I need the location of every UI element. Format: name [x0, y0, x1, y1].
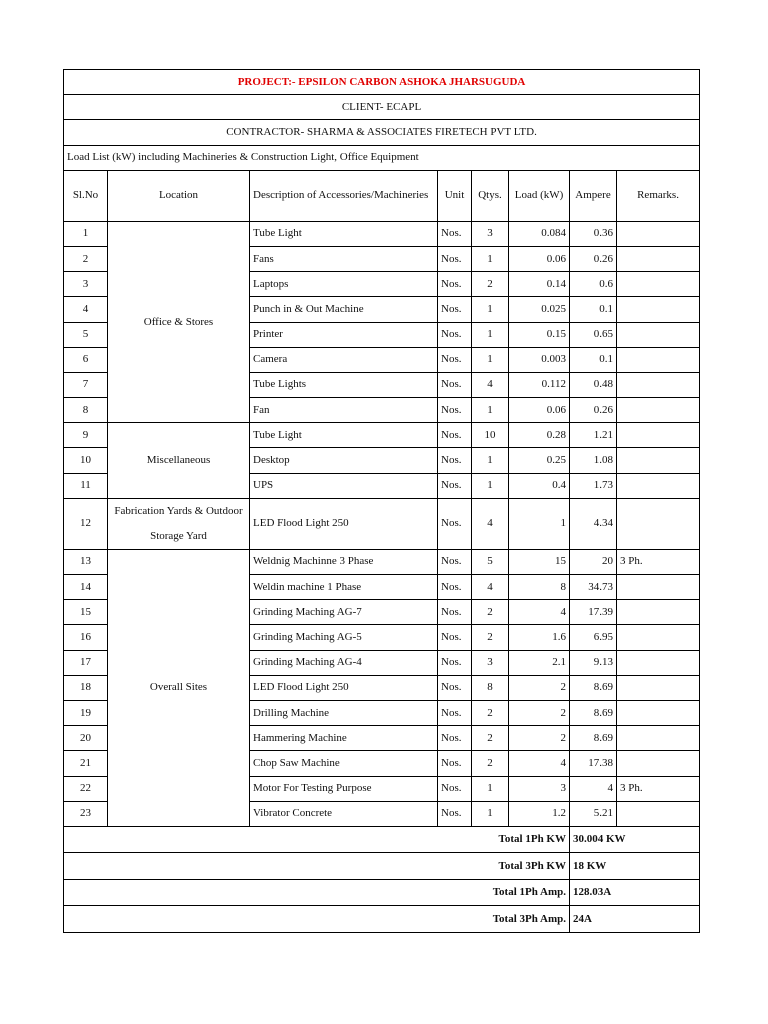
cell-remarks: [617, 372, 700, 397]
cell-ampere: 0.36: [570, 221, 617, 246]
cell-ampere: 0.1: [570, 347, 617, 372]
header-location: Location: [108, 170, 250, 221]
cell-description: Grinding Maching AG-4: [250, 650, 438, 675]
cell-unit: Nos.: [438, 372, 472, 397]
table-row: [64, 549, 700, 574]
cell-slno: 18: [64, 675, 108, 700]
cell-remarks: [617, 246, 700, 271]
cell-description: UPS: [250, 473, 438, 498]
cell-ampere: 6.95: [570, 625, 617, 650]
total-value: 128.03A: [570, 879, 700, 906]
cell-unit: Nos.: [438, 246, 472, 271]
total-spacer: [64, 826, 250, 853]
cell-ampere: 8.69: [570, 675, 617, 700]
cell-remarks: [617, 398, 700, 423]
cell-load: 1.6: [509, 625, 570, 650]
cell-description: Tube Light: [250, 221, 438, 246]
cell-slno: 8: [64, 398, 108, 423]
cell-remarks: [617, 297, 700, 322]
cell-load: 0.14: [509, 272, 570, 297]
cell-remarks: 3 Ph.: [617, 776, 700, 801]
cell-qty: 2: [472, 700, 509, 725]
cell-slno: 2: [64, 246, 108, 271]
cell-remarks: [617, 600, 700, 625]
cell-ampere: 8.69: [570, 726, 617, 751]
cell-qty: 3: [472, 221, 509, 246]
cell-load: 0.06: [509, 246, 570, 271]
cell-remarks: 3 Ph.: [617, 549, 700, 574]
cell-remarks: [617, 650, 700, 675]
cell-ampere: 0.26: [570, 398, 617, 423]
cell-qty: 8: [472, 675, 509, 700]
contractor-line: CONTRACTOR- SHARMA & ASSOCIATES FIRETECH PVT LTD.: [64, 120, 700, 145]
cell-unit: Nos.: [438, 575, 472, 600]
load-list-table: [63, 69, 700, 933]
cell-qty: 2: [472, 625, 509, 650]
total-value: 30.004 KW: [570, 826, 700, 853]
cell-unit: Nos.: [438, 347, 472, 372]
cell-unit: Nos.: [438, 549, 472, 574]
cell-unit: Nos.: [438, 297, 472, 322]
cell-ampere: 1.73: [570, 473, 617, 498]
cell-load: 0.15: [509, 322, 570, 347]
cell-unit: Nos.: [438, 322, 472, 347]
cell-qty: 4: [472, 372, 509, 397]
cell-qty: 2: [472, 726, 509, 751]
cell-description: Printer: [250, 322, 438, 347]
cell-remarks: [617, 498, 700, 549]
cell-location: Overall Sites: [108, 549, 250, 826]
cell-load: 15: [509, 549, 570, 574]
header-qty: Qtys.: [472, 170, 509, 221]
cell-remarks: [617, 322, 700, 347]
cell-ampere: 17.39: [570, 600, 617, 625]
cell-remarks: [617, 221, 700, 246]
header-description: Description of Accessories/Machineries: [250, 170, 438, 221]
cell-unit: Nos.: [438, 625, 472, 650]
cell-unit: Nos.: [438, 700, 472, 725]
cell-load: 8: [509, 575, 570, 600]
cell-description: LED Flood Light 250: [250, 498, 438, 549]
cell-ampere: 5.21: [570, 801, 617, 826]
cell-ampere: 0.26: [570, 246, 617, 271]
cell-unit: Nos.: [438, 751, 472, 776]
cell-slno: 1: [64, 221, 108, 246]
cell-unit: Nos.: [438, 423, 472, 448]
cell-slno: 19: [64, 700, 108, 725]
header-row: [64, 170, 700, 221]
table-row: [64, 498, 700, 549]
cell-load: 0.28: [509, 423, 570, 448]
cell-load: 0.025: [509, 297, 570, 322]
cell-qty: 1: [472, 448, 509, 473]
cell-ampere: 0.6: [570, 272, 617, 297]
cell-slno: 7: [64, 372, 108, 397]
cell-description: Vibrator Concrete: [250, 801, 438, 826]
cell-qty: 1: [472, 473, 509, 498]
cell-remarks: [617, 625, 700, 650]
project-title: PROJECT:- EPSILON CARBON ASHOKA JHARSUGUDA: [64, 70, 700, 95]
cell-ampere: 4.34: [570, 498, 617, 549]
cell-ampere: 17.38: [570, 751, 617, 776]
cell-qty: 1: [472, 801, 509, 826]
cell-load: 2: [509, 726, 570, 751]
header-slno: Sl.No: [64, 170, 108, 221]
cell-slno: 20: [64, 726, 108, 751]
cell-location: Office & Stores: [108, 221, 250, 423]
cell-description: Camera: [250, 347, 438, 372]
cell-ampere: 8.69: [570, 700, 617, 725]
total-spacer: [64, 906, 250, 933]
cell-location: Fabrication Yards & Outdoor Storage Yard: [108, 498, 250, 549]
cell-description: Motor For Testing Purpose: [250, 776, 438, 801]
cell-ampere: 0.48: [570, 372, 617, 397]
header-load: Load (kW): [509, 170, 570, 221]
cell-slno: 22: [64, 776, 108, 801]
cell-qty: 4: [472, 498, 509, 549]
table-row: [64, 423, 700, 448]
total-row: [64, 906, 700, 933]
cell-remarks: [617, 423, 700, 448]
cell-qty: 1: [472, 322, 509, 347]
cell-unit: Nos.: [438, 726, 472, 751]
cell-load: 2: [509, 700, 570, 725]
cell-load: 4: [509, 751, 570, 776]
cell-slno: 9: [64, 423, 108, 448]
cell-location: Miscellaneous: [108, 423, 250, 499]
cell-slno: 10: [64, 448, 108, 473]
cell-remarks: [617, 575, 700, 600]
cell-description: Grinding Maching AG-5: [250, 625, 438, 650]
cell-qty: 10: [472, 423, 509, 448]
cell-qty: 1: [472, 347, 509, 372]
cell-load: 3: [509, 776, 570, 801]
cell-description: Fans: [250, 246, 438, 271]
cell-load: 0.003: [509, 347, 570, 372]
cell-remarks: [617, 700, 700, 725]
cell-remarks: [617, 347, 700, 372]
cell-slno: 3: [64, 272, 108, 297]
cell-qty: 1: [472, 297, 509, 322]
cell-remarks: [617, 726, 700, 751]
cell-unit: Nos.: [438, 272, 472, 297]
cell-qty: 2: [472, 600, 509, 625]
cell-description: LED Flood Light 250: [250, 675, 438, 700]
cell-load: 0.25: [509, 448, 570, 473]
header-ampere: Ampere: [570, 170, 617, 221]
cell-load: 4: [509, 600, 570, 625]
cell-description: Hammering Machine: [250, 726, 438, 751]
cell-remarks: [617, 751, 700, 776]
cell-ampere: 34.73: [570, 575, 617, 600]
cell-unit: Nos.: [438, 776, 472, 801]
cell-slno: 4: [64, 297, 108, 322]
cell-unit: Nos.: [438, 801, 472, 826]
cell-description: Laptops: [250, 272, 438, 297]
table-subtitle: Load List (kW) including Machineries & Construction Light, Office Equipment: [64, 145, 700, 170]
cell-remarks: [617, 801, 700, 826]
cell-description: Weldnig Machinne 3 Phase: [250, 549, 438, 574]
cell-load: 1: [509, 498, 570, 549]
cell-description: Fan: [250, 398, 438, 423]
cell-load: 0.112: [509, 372, 570, 397]
cell-description: Chop Saw Machine: [250, 751, 438, 776]
cell-description: Weldin machine 1 Phase: [250, 575, 438, 600]
total-value: 24A: [570, 906, 700, 933]
total-spacer: [64, 879, 250, 906]
cell-description: Drilling Machine: [250, 700, 438, 725]
cell-load: 2: [509, 675, 570, 700]
cell-slno: 14: [64, 575, 108, 600]
cell-load: 2.1: [509, 650, 570, 675]
cell-slno: 21: [64, 751, 108, 776]
cell-load: 1.2: [509, 801, 570, 826]
total-label: Total 1Ph KW: [250, 826, 570, 853]
total-row: [64, 853, 700, 880]
total-label: Total 3Ph KW: [250, 853, 570, 880]
cell-slno: 16: [64, 625, 108, 650]
cell-unit: Nos.: [438, 398, 472, 423]
cell-remarks: [617, 448, 700, 473]
cell-qty: 2: [472, 751, 509, 776]
cell-slno: 6: [64, 347, 108, 372]
cell-ampere: 1.21: [570, 423, 617, 448]
client-line: CLIENT- ECAPL: [64, 95, 700, 120]
total-value: 18 KW: [570, 853, 700, 880]
table-row: [64, 221, 700, 246]
cell-unit: Nos.: [438, 650, 472, 675]
total-label: Total 1Ph Amp.: [250, 879, 570, 906]
total-spacer: [64, 853, 250, 880]
cell-unit: Nos.: [438, 498, 472, 549]
header-remarks: Remarks.: [617, 170, 700, 221]
cell-slno: 12: [64, 498, 108, 549]
cell-description: Desktop: [250, 448, 438, 473]
cell-slno: 17: [64, 650, 108, 675]
cell-unit: Nos.: [438, 448, 472, 473]
cell-description: Punch in & Out Machine: [250, 297, 438, 322]
cell-remarks: [617, 272, 700, 297]
cell-load: 0.06: [509, 398, 570, 423]
cell-unit: Nos.: [438, 675, 472, 700]
cell-qty: 2: [472, 272, 509, 297]
total-row: [64, 879, 700, 906]
cell-ampere: 9.13: [570, 650, 617, 675]
cell-unit: Nos.: [438, 221, 472, 246]
cell-unit: Nos.: [438, 600, 472, 625]
cell-qty: 4: [472, 575, 509, 600]
cell-slno: 11: [64, 473, 108, 498]
cell-slno: 5: [64, 322, 108, 347]
cell-slno: 15: [64, 600, 108, 625]
cell-load: 0.084: [509, 221, 570, 246]
cell-slno: 23: [64, 801, 108, 826]
cell-description: Tube Lights: [250, 372, 438, 397]
header-unit: Unit: [438, 170, 472, 221]
cell-qty: 1: [472, 246, 509, 271]
cell-qty: 1: [472, 398, 509, 423]
cell-ampere: 1.08: [570, 448, 617, 473]
cell-ampere: 20: [570, 549, 617, 574]
cell-qty: 3: [472, 650, 509, 675]
cell-ampere: 0.1: [570, 297, 617, 322]
cell-load: 0.4: [509, 473, 570, 498]
cell-remarks: [617, 473, 700, 498]
cell-description: Tube Light: [250, 423, 438, 448]
total-label: Total 3Ph Amp.: [250, 906, 570, 933]
cell-qty: 5: [472, 549, 509, 574]
cell-unit: Nos.: [438, 473, 472, 498]
cell-remarks: [617, 675, 700, 700]
cell-description: Grinding Maching AG-7: [250, 600, 438, 625]
cell-ampere: 4: [570, 776, 617, 801]
cell-ampere: 0.65: [570, 322, 617, 347]
cell-slno: 13: [64, 549, 108, 574]
cell-qty: 1: [472, 776, 509, 801]
total-row: [64, 826, 700, 853]
